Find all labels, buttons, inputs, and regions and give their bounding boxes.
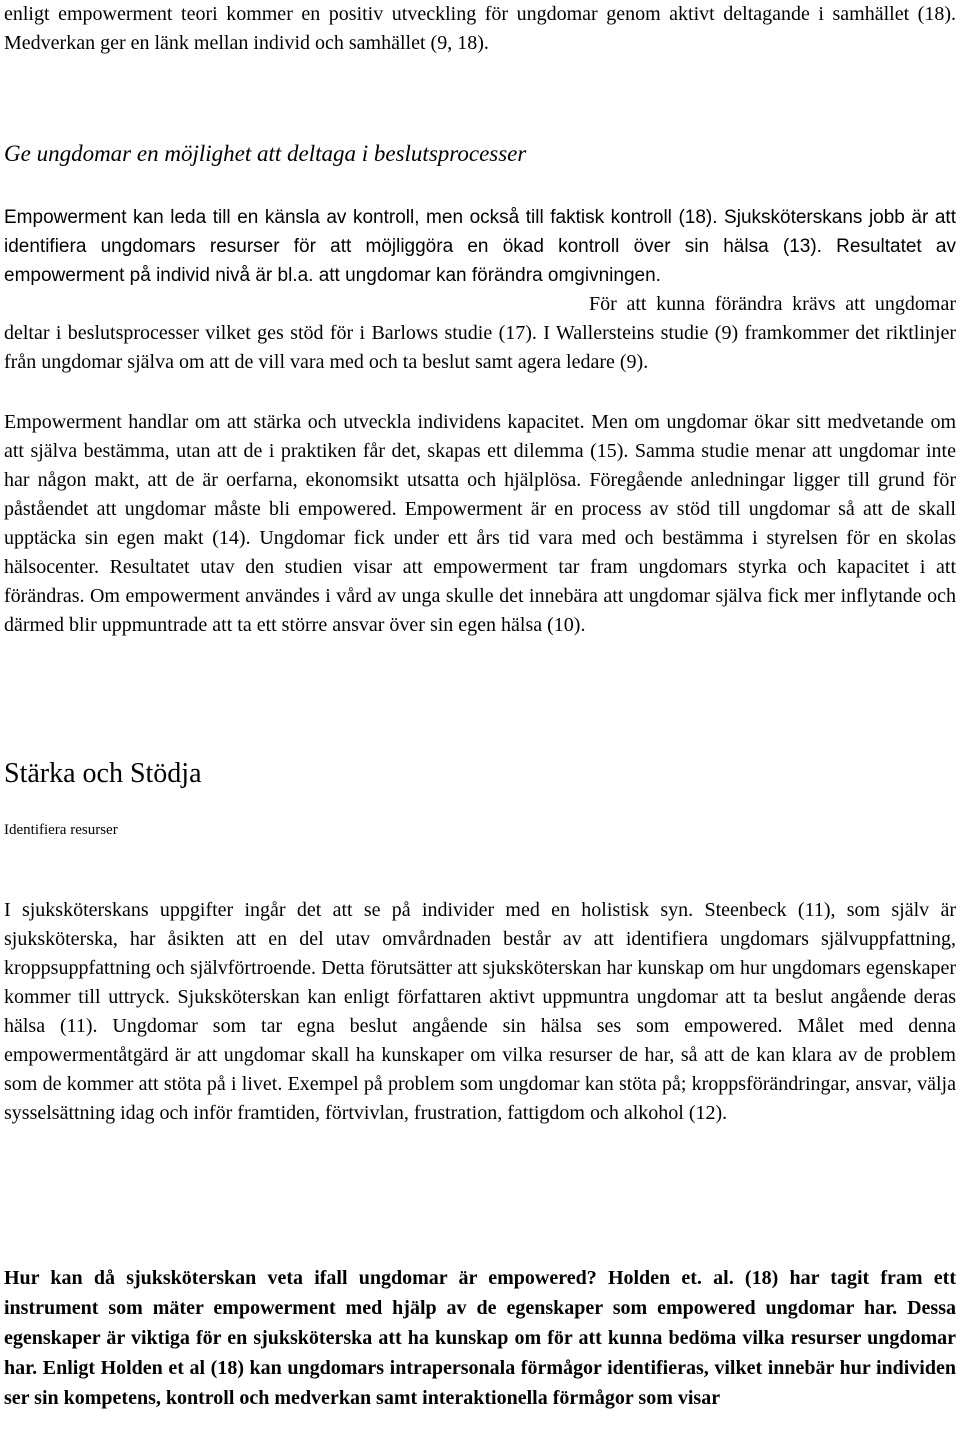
paragraph-empowerment-kontroll: Empowerment kan leda till en känsla av kontroll, men också till faktisk kontroll (18). Sjuksköterskans jobb är att identifiera ungdomars resurser för att möjliggöra en ökad kontroll över sin hälsa (13). Resultatet av empowerment på individ nivå är bl.a. att ungdomar kan förändra omgivningen. (4, 207, 956, 286)
subheading-identifiera-resurser: Identifiera resurser (4, 822, 118, 838)
paragraph-kapacitet: Empowerment handlar om att stärka och utveckla individens kapacitet. Men om ungdomar ökar sitt medvetande om att själva bestämma, utan att de i praktiken får det, skapas ett dilemma (15). Samma studie menar att ungdomar inte har någon makt, att de är oerfarna, ekonomsikt utsatta och hjälplösa. Föregående anledningar ligger till grund för påståendet att ungdomar måste bli empowered. Empowerment är en process av stöd till ungdomar så att de skall upptäcka sin egen makt (14). Ungdomar fick under ett års tid vara med och bestämma i styrelsen för en skolas hälsocenter. Resultatet utav den studien visar att empowerment tar fram ungdomars styrka och kapacitet i att förändras. Om empowerment användes i vård av unga skulle det innebära att ungdomar själva fick mer inflytande och därmed blir uppmuntrade att ta ett större ansvar över sin egen hälsa (10). (4, 411, 956, 636)
paragraph-holistisk-syn: I sjuksköterskans uppgifter ingår det att se på individer med en holistisk syn. Steenbeck (11), som själv är sjuksköterska, har åsikten att en del utav omvårdnaden består av att identifiera ungdomars självuppfattning, kroppsuppfattning och självförtroende. Detta förutsätter att sjuksköterskan har kunskap om hur ungdomars egenskaper kommer till uttryck. Sjuksköterskan kan enligt författaren aktivt uppmuntra ungdomar att ta beslut angående deras hälsa (11). Ungdomar som tar egna beslut angående sin hälsa ses som empowered. Målet med denna empowermentåtgärd är att ungdomar skall ha kunskaper om vilka resurser de har, så att de kan klara av de problem som de kommer att stöta på i livet. Exempel på problem som ungdomar kan stöta på; kroppsförändringar, ansvar, välja sysselsättning idag och inför framtiden, förtvivlan, frustration, fattigdom och alkohol (12). (4, 899, 956, 1124)
section-heading-starka-stodja: Stärka och Stödja (4, 758, 202, 789)
paragraph-intro: enligt empowerment teori kommer en positiv utveckling för ungdomar genom aktivt deltagande i samhället (18). Medverkan ger en länk mellan individ och samhället (9, 18). (4, 3, 956, 54)
paragraph-holden-instrument: Hur kan då sjuksköterskan veta ifall ungdomar är empowered? Holden et. al. (18) har tagit fram ett instrument som mäter empowerment med hjälp av de egenskaper som empowered ungdomar har. Dessa egenskaper är viktiga för en sjuksköterska att ha kunskap om för att kunna bedöma vilka resurser ungdomar har. Enligt Holden et al (18) kan ungdomars intrapersonala förmågor identifieras, vilket innebär hur individen ser sin kompetens, kontroll och medverkan samt interaktionella förmågor som visar (4, 1267, 956, 1409)
paragraph-beslutsprocesser: För att kunna förändra krävs att ungdomar deltar i beslutsprocesser vilket ges stöd för i Barlows studie (17). I Wallersteins studie (9) framkommer det riktlinjer från ungdomar själva om att de vill vara med och ta beslut samt agera ledare (9). (4, 293, 956, 373)
section-heading-deltaga: Ge ungdomar en möjlighet att deltaga i beslutsprocesser (4, 141, 527, 166)
